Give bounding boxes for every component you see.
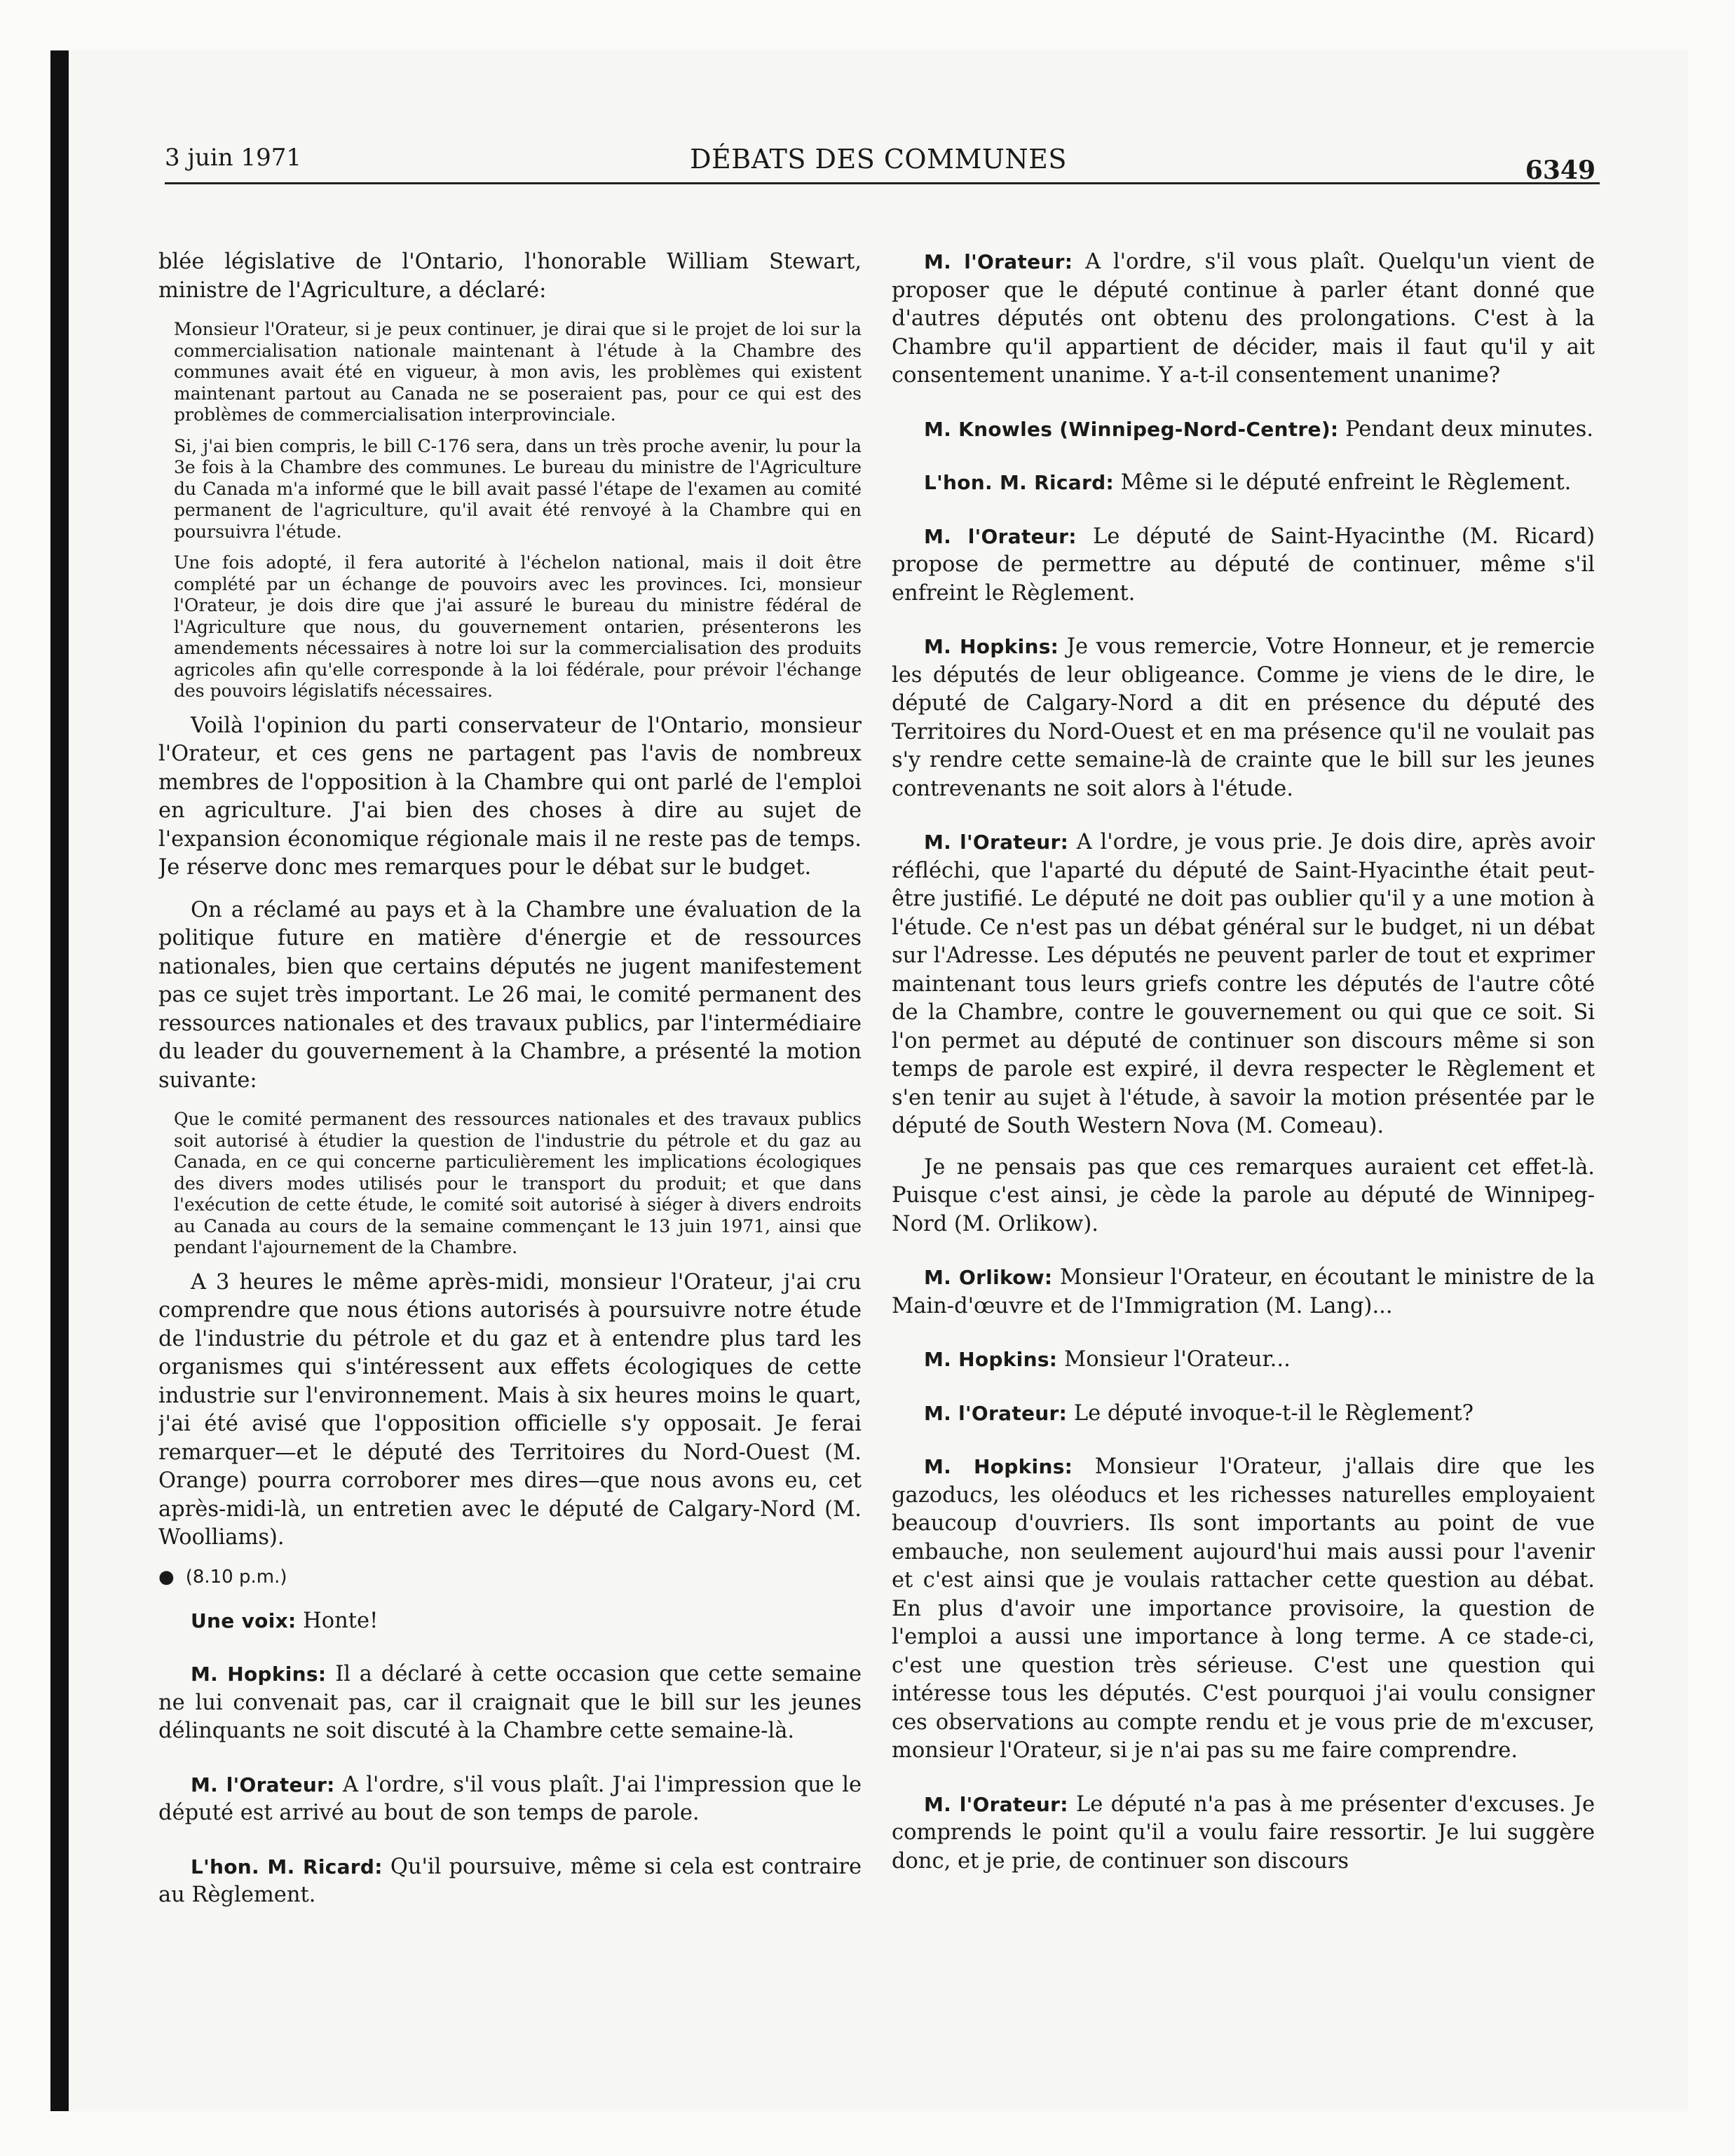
speech <box>892 1453 1595 1766</box>
speaker-name: M. l'Orateur: <box>191 1773 335 1796</box>
speech <box>158 1660 862 1746</box>
paragraph: Voilà l'opinion du parti conservateur de l'Ontario, monsieur l'Orateur, et ces gens ne partagent pas l'avis de nombreux membres de l'opposition à la Chambre qui ont parlé de l'emploi en agriculture. J'ai bien des choses à dire au sujet de l'expansion économique régionale mais il ne reste pas de temps. Je réserve donc mes remarques pour le débat sur le budget. <box>158 713 862 880</box>
speech <box>892 633 1595 803</box>
speaker-name: M. l'Orateur: <box>924 524 1077 548</box>
speaker-name: L'hon. M. Ricard: <box>191 1855 383 1878</box>
speaker-name: M. Knowles (Winnipeg-Nord-Centre): <box>924 417 1339 441</box>
binding-edge <box>50 50 69 2111</box>
right-column <box>892 248 1595 1957</box>
speech-text: Pendant deux minutes. <box>1345 416 1594 442</box>
speaker-name: M. l'Orateur: <box>924 250 1073 273</box>
speech-text: Même si le député enfreint le Règlement. <box>1120 470 1572 495</box>
quoted-paragraph: Monsieur l'Orateur, si je peux continuer, je dirai que si le projet de loi sur la commercialisation nationale maintenant à l'étude à la Chambre des communes avait été en vigueur, à mon avis, les problèmes qui existent maintenant partout au Canada ne se poseraient pas, pour ce qui est des problèmes de commercialisation interprovinciale. <box>174 319 862 425</box>
speech-text: Qu'il poursuive, même si cela est contraire au Règlement. <box>158 1854 862 1907</box>
speech <box>892 1400 1595 1428</box>
speech <box>158 1853 862 1910</box>
speaker-name: M. Orlikow: <box>924 1266 1053 1289</box>
speech <box>892 1791 1595 1876</box>
speaker-name: M. Hopkins: <box>191 1663 327 1686</box>
speech <box>892 416 1595 444</box>
speaker-name: Une voix: <box>191 1609 297 1632</box>
speaker-name: M. l'Orateur: <box>924 831 1069 854</box>
speech <box>892 1346 1595 1374</box>
time-marker <box>158 1567 862 1588</box>
speaker-name: M. Hopkins: <box>924 635 1059 658</box>
header-title: DÉBATS DES COMMUNES <box>690 144 1067 175</box>
speech-text: Le député de Saint-Hyacinthe (M. Ricard) propose de permettre au député de continuer, même s'il enfreint le Règlement. <box>892 524 1595 606</box>
speech-text: Je vous remercie, Votre Honneur, et je remercie les députés de leur obligeance. Comme je viens de le dire, le député de Calgary-Nord a dit en présence du député des Territoires du Nord-Ouest et en ma présence qu'il ne voulait pas s'y rendre cette semaine-là de crainte que le bill sur les jeunes contrevenants ne soit alors à l'étude. <box>892 634 1595 801</box>
speech <box>892 469 1595 498</box>
paragraph: Je ne pensais pas que ces remarques auraient cet effet-là. Puisque c'est ainsi, je cède la parole au député de Winnipeg-Nord (M. Orlikow). <box>892 1154 1595 1236</box>
speaker-name: M. Hopkins: <box>924 1455 1073 1478</box>
left-column <box>158 248 862 1957</box>
time-marker-text: (8.10 p.m.) <box>185 1566 287 1588</box>
speaker-name: M. l'Orateur: <box>924 1792 1068 1816</box>
speech-text: Il a déclaré à cette occasion que cette semaine ne lui convenait pas, car il craignait que le bill sur les jeunes délinquants ne soit discuté à la Chambre cette semaine-là. <box>158 1662 862 1743</box>
speaker-name: M. l'Orateur: <box>924 1401 1068 1425</box>
speech <box>158 1771 862 1828</box>
speech <box>158 1607 862 1636</box>
quoted-motion: Que le comité permanent des ressources nationales et des travaux publics soit autorisé à étudier la question de l'industrie du pétrole et du gaz au Canada, en ce qui concerne particulièrement les implications écologiques des divers modes utilisés pour le transport du produit; et que dans l'exécution de cette étude, le comité soit autorisé à siéger à divers endroits au Canada au cours de la semaine commençant le 13 juin 1971, ainsi que pendant l'ajournement de la Chambre. <box>174 1109 862 1257</box>
speech <box>892 248 1595 390</box>
paragraph: blée législative de l'Ontario, l'honorable William Stewart, ministre de l'Agriculture, a déclaré: <box>158 250 862 303</box>
bullet-icon: ● <box>158 1566 175 1588</box>
speech <box>892 828 1595 1141</box>
quoted-paragraph: Une fois adopté, il fera autorité à l'échelon national, mais il doit être complété par un échange de pouvoirs avec les provinces. Ici, monsieur l'Orateur, je dois dire que j'ai assuré le bureau du ministre fédéral de l'Agriculture que nous, du gouvernement ontarien, présenterons les amendements nécessaires à notre loi sur la commercialisation des produits agricoles afin qu'elle corresponde à la loi fédérale, pour prévoir l'échange des pouvoirs législatifs nécessaires. <box>174 552 862 701</box>
speech-text: Monsieur l'Orateur, en écoutant le ministre de la Main-d'œuvre et de l'Immigration (M. Lang)... <box>892 1265 1595 1318</box>
speech-text: A l'ordre, s'il vous plaît. J'ai l'impression que le député est arrivé au bout de son temps de parole. <box>158 1772 862 1825</box>
speech-text: A l'ordre, je vous prie. Je dois dire, après avoir réfléchi, que l'aparté du député de Saint-Hyacinthe était peut-être justifié. Le député ne doit pas oublier qu'il y a une motion à l'étude. Ce n'est pas un débat général sur le budget, ni un débat sur l'Adresse. Les députés ne peuvent parler de tout et exprimer maintenant tous leurs griefs contre les députés de l'autre côté de la Chambre, contre le gouvernement ou qui que ce soit. Si l'on permet au député de continuer son discours même si son temps de parole est expiré, il devra respecter le Règlement et s'en tenir au sujet à l'étude, à savoir la motion présentée par le député de South Western Nova (M. Comeau). <box>892 830 1595 1138</box>
speaker-name: L'hon. M. Ricard: <box>924 471 1114 494</box>
page-sheet <box>69 50 1688 2111</box>
paragraph: A 3 heures le même après-midi, monsieur l'Orateur, j'ai cru comprendre que nous étions autorisés à poursuivre notre étude de l'industrie du pétrole et du gaz et à entendre plus tard les organismes qui s'intéressent aux effets écologiques de cette industrie sur l'environnement. Mais à six heures moins le quart, j'ai été avisé que l'opposition officielle s'y opposait. Je ferai remarquer—et le député des Territoires du Nord-Ouest (M. Orange) pourra corroborer mes dires—que nous avons eu, cet après-midi-là, un entretien avec le député de Calgary-Nord (M. Woolliams). <box>158 1269 862 1550</box>
quoted-paragraph: Si, j'ai bien compris, le bill C-176 sera, dans un très proche avenir, lu pour la 3e fois à la Chambre des communes. Le bureau du ministre de l'Agriculture du Canada m'a informé que le bill avait passé l'étape de l'examen au comité permanent de l'agriculture, qu'il avait été renvoyé à la Chambre qui en poursuivra l'étude. <box>174 435 862 542</box>
speech <box>892 523 1595 608</box>
header-date: 3 juin 1971 <box>165 144 301 172</box>
speech-text: Le député invoque-t-il le Règlement? <box>1073 1400 1474 1426</box>
speech-text: A l'ordre, s'il vous plaît. Quelqu'un vient de proposer que le député continue à parler étant donné que d'autres députés ont obtenu des prolongations. C'est à la Chambre qu'il appartient de décider, mais il faut qu'il y ait consentement unanime. Y a-t-il consentement unanime? <box>892 250 1595 388</box>
header-rule <box>165 182 1600 184</box>
paragraph: On a réclamé au pays et à la Chambre une évaluation de la politique future en matière d'énergie et de ressources nationales, bien que certains députés ne jugent manifestement pas ce sujet très important. Le 26 mai, le comité permanent des ressources nationales et des travaux publics, par l'intermédiaire du leader du gouvernement à la Chambre, a présenté la motion suivante: <box>158 897 862 1093</box>
speech-text: Le député n'a pas à me présenter d'excuses. Je comprends le point qu'il a voulu faire ressortir. Je lui suggère donc, et je prie, de continuer son discours <box>892 1792 1595 1874</box>
speech-text: Honte! <box>303 1608 379 1633</box>
speech <box>892 1264 1595 1321</box>
speech-text: Monsieur l'Orateur, j'allais dire que les gazoducs, les oléoducs et les richesses naturelles employaient beaucoup d'ouvriers. Ils sont importants au point de vue embauche, non seulement aujourd'hui mais aussi pour l'avenir et c'est ainsi que je voulais rattacher cette question au débat. En plus d'avoir une importance provisoire, la question de l'emploi a aussi une importance à long terme. A ce stade-ci, c'est une question très sérieuse. C'est une question qui intéresse tous les députés. C'est pourquoi j'ai voulu consigner ces observations au compte rendu et je vous prie de m'excuser, monsieur l'Orateur, si je n'ai pas su me faire comprendre. <box>892 1454 1595 1763</box>
speaker-name: M. Hopkins: <box>924 1348 1058 1371</box>
speech-text: Monsieur l'Orateur... <box>1063 1347 1291 1372</box>
page-number: 6349 <box>1525 156 1595 185</box>
